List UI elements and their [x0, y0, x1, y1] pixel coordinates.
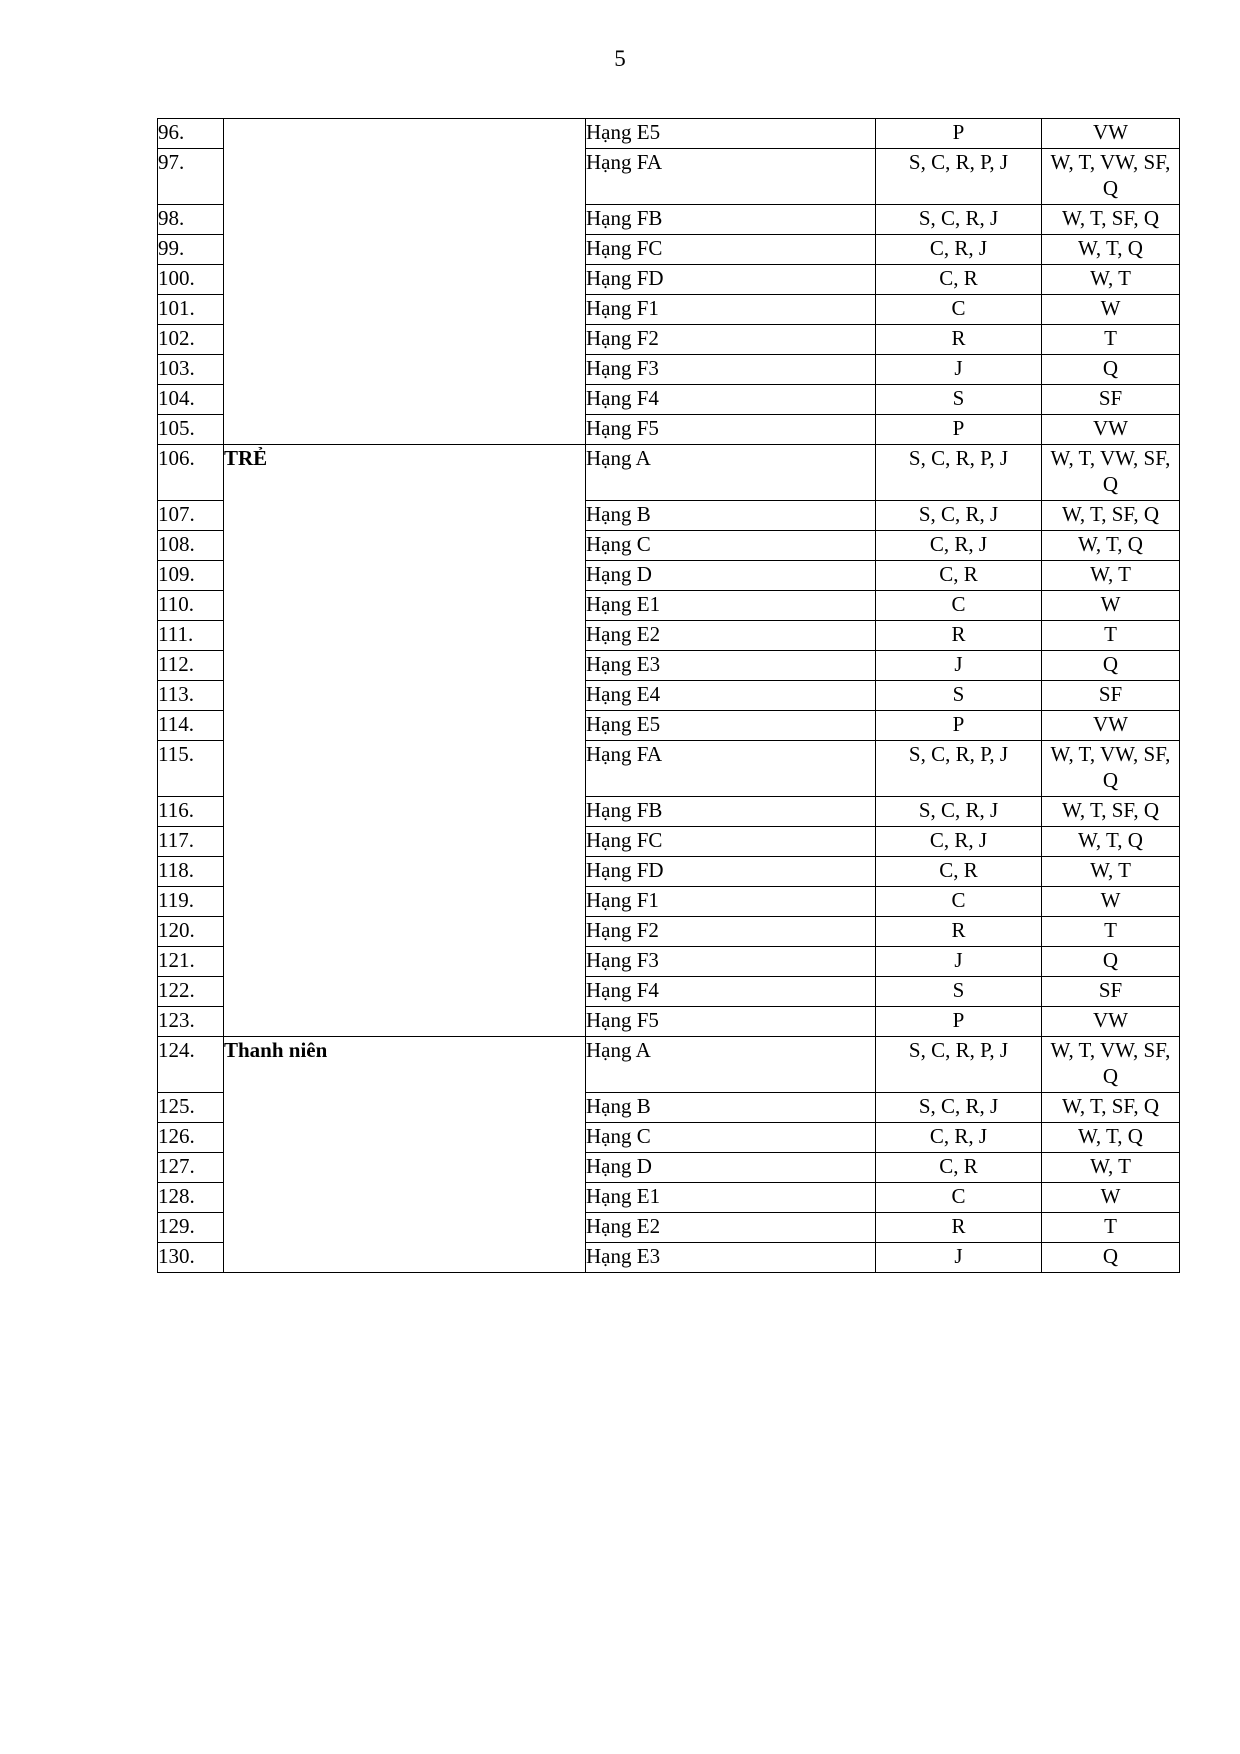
row-number: 100. — [158, 265, 224, 295]
row-number: 121. — [158, 947, 224, 977]
row-number: 107. — [158, 501, 224, 531]
rank-cell: Hạng F3 — [586, 947, 876, 977]
rank-cell: Hạng F1 — [586, 295, 876, 325]
result-cell: T — [1042, 917, 1180, 947]
result-cell: W — [1042, 295, 1180, 325]
row-number: 99. — [158, 235, 224, 265]
code-cell: R — [876, 621, 1042, 651]
rank-cell: Hạng D — [586, 1153, 876, 1183]
result-cell: VW — [1042, 1007, 1180, 1037]
rank-cell: Hạng FD — [586, 265, 876, 295]
group-label: Thanh niên — [224, 1037, 586, 1273]
result-cell: T — [1042, 1213, 1180, 1243]
rank-table — [157, 118, 1180, 1273]
row-number: 118. — [158, 857, 224, 887]
result-cell: T — [1042, 325, 1180, 355]
row-number: 103. — [158, 355, 224, 385]
row-number: 96. — [158, 119, 224, 149]
result-cell: SF — [1042, 681, 1180, 711]
result-cell: VW — [1042, 119, 1180, 149]
code-cell: S, C, R, P, J — [876, 741, 1042, 797]
result-cell: Q — [1042, 651, 1180, 681]
result-cell: W, T, VW, SF, Q — [1042, 445, 1180, 501]
rank-cell: Hạng FA — [586, 741, 876, 797]
row-number: 110. — [158, 591, 224, 621]
code-cell: S — [876, 385, 1042, 415]
code-cell: C, R, J — [876, 235, 1042, 265]
code-cell: S, C, R, P, J — [876, 1037, 1042, 1093]
table-row — [158, 119, 1180, 149]
result-cell: W, T — [1042, 561, 1180, 591]
result-cell: W, T, VW, SF, Q — [1042, 741, 1180, 797]
table-row — [158, 445, 1180, 501]
code-cell: S, C, R, J — [876, 797, 1042, 827]
row-number: 104. — [158, 385, 224, 415]
rank-cell: Hạng E5 — [586, 119, 876, 149]
result-cell: Q — [1042, 1243, 1180, 1273]
row-number: 105. — [158, 415, 224, 445]
result-cell: W, T, SF, Q — [1042, 501, 1180, 531]
row-number: 109. — [158, 561, 224, 591]
result-cell: T — [1042, 621, 1180, 651]
result-cell: W, T, Q — [1042, 1123, 1180, 1153]
code-cell: P — [876, 415, 1042, 445]
result-cell: W, T, Q — [1042, 235, 1180, 265]
row-number: 127. — [158, 1153, 224, 1183]
group-label: TRẺ — [224, 445, 586, 1037]
code-cell: J — [876, 355, 1042, 385]
result-cell: VW — [1042, 711, 1180, 741]
code-cell: S, C, R, J — [876, 1093, 1042, 1123]
row-number: 130. — [158, 1243, 224, 1273]
code-cell: R — [876, 917, 1042, 947]
code-cell: C, R, J — [876, 1123, 1042, 1153]
rank-cell: Hạng F4 — [586, 385, 876, 415]
code-cell: R — [876, 1213, 1042, 1243]
row-number: 112. — [158, 651, 224, 681]
row-number: 126. — [158, 1123, 224, 1153]
result-cell: W, T — [1042, 1153, 1180, 1183]
result-cell: Q — [1042, 355, 1180, 385]
result-cell: W — [1042, 591, 1180, 621]
row-number: 119. — [158, 887, 224, 917]
code-cell: J — [876, 947, 1042, 977]
rank-cell: Hạng E1 — [586, 591, 876, 621]
result-cell: W, T, VW, SF, Q — [1042, 1037, 1180, 1093]
code-cell: J — [876, 651, 1042, 681]
rank-cell: Hạng FB — [586, 205, 876, 235]
rank-cell: Hạng FC — [586, 235, 876, 265]
result-cell: W, T — [1042, 857, 1180, 887]
row-number: 120. — [158, 917, 224, 947]
result-cell: W, T, SF, Q — [1042, 797, 1180, 827]
rank-cell: Hạng E2 — [586, 621, 876, 651]
row-number: 128. — [158, 1183, 224, 1213]
rank-cell: Hạng F1 — [586, 887, 876, 917]
row-number: 125. — [158, 1093, 224, 1123]
row-number: 115. — [158, 741, 224, 797]
row-number: 116. — [158, 797, 224, 827]
rank-cell: Hạng E1 — [586, 1183, 876, 1213]
rank-cell: Hạng C — [586, 531, 876, 561]
result-cell: W — [1042, 887, 1180, 917]
row-number: 108. — [158, 531, 224, 561]
result-cell: W, T, Q — [1042, 531, 1180, 561]
rank-cell: Hạng FA — [586, 149, 876, 205]
rank-cell: Hạng FB — [586, 797, 876, 827]
code-cell: P — [876, 1007, 1042, 1037]
result-cell: SF — [1042, 385, 1180, 415]
rank-cell: Hạng F2 — [586, 325, 876, 355]
code-cell: C, R — [876, 561, 1042, 591]
table-body — [158, 119, 1180, 1273]
rank-cell: Hạng E3 — [586, 651, 876, 681]
row-number: 117. — [158, 827, 224, 857]
code-cell: R — [876, 325, 1042, 355]
code-cell: S — [876, 977, 1042, 1007]
code-cell: S, C, R, J — [876, 501, 1042, 531]
rank-cell: Hạng E2 — [586, 1213, 876, 1243]
rank-cell: Hạng F5 — [586, 1007, 876, 1037]
rank-cell: Hạng B — [586, 1093, 876, 1123]
code-cell: C, R, J — [876, 531, 1042, 561]
row-number: 113. — [158, 681, 224, 711]
result-cell: VW — [1042, 415, 1180, 445]
row-number: 106. — [158, 445, 224, 501]
row-number: 97. — [158, 149, 224, 205]
rank-cell: Hạng D — [586, 561, 876, 591]
result-cell: W, T, Q — [1042, 827, 1180, 857]
row-number: 122. — [158, 977, 224, 1007]
result-cell: W, T, SF, Q — [1042, 1093, 1180, 1123]
rank-cell: Hạng E3 — [586, 1243, 876, 1273]
code-cell: C — [876, 295, 1042, 325]
row-number: 111. — [158, 621, 224, 651]
rank-cell: Hạng A — [586, 445, 876, 501]
code-cell: S, C, R, P, J — [876, 445, 1042, 501]
code-cell: C, R — [876, 857, 1042, 887]
code-cell: C — [876, 887, 1042, 917]
code-cell: P — [876, 711, 1042, 741]
group-label — [224, 119, 586, 445]
row-number: 98. — [158, 205, 224, 235]
row-number: 101. — [158, 295, 224, 325]
code-cell: C — [876, 1183, 1042, 1213]
rank-cell: Hạng E4 — [586, 681, 876, 711]
code-cell: S, C, R, P, J — [876, 149, 1042, 205]
row-number: 114. — [158, 711, 224, 741]
row-number: 129. — [158, 1213, 224, 1243]
rank-cell: Hạng A — [586, 1037, 876, 1093]
row-number: 124. — [158, 1037, 224, 1093]
table-row — [158, 1037, 1180, 1093]
row-number: 102. — [158, 325, 224, 355]
code-cell: C, R — [876, 1153, 1042, 1183]
rank-cell: Hạng E5 — [586, 711, 876, 741]
result-cell: W, T — [1042, 265, 1180, 295]
result-cell: W, T, SF, Q — [1042, 205, 1180, 235]
code-cell: C — [876, 591, 1042, 621]
rank-cell: Hạng F3 — [586, 355, 876, 385]
result-cell: W, T, VW, SF, Q — [1042, 149, 1180, 205]
rank-cell: Hạng FD — [586, 857, 876, 887]
rank-cell: Hạng FC — [586, 827, 876, 857]
rank-cell: Hạng C — [586, 1123, 876, 1153]
row-number: 123. — [158, 1007, 224, 1037]
code-cell: J — [876, 1243, 1042, 1273]
code-cell: C, R, J — [876, 827, 1042, 857]
code-cell: S, C, R, J — [876, 205, 1042, 235]
code-cell: S — [876, 681, 1042, 711]
code-cell: P — [876, 119, 1042, 149]
result-cell: SF — [1042, 977, 1180, 1007]
rank-cell: Hạng F2 — [586, 917, 876, 947]
page-number: 5 — [614, 46, 626, 71]
rank-cell: Hạng F4 — [586, 977, 876, 1007]
result-cell: Q — [1042, 947, 1180, 977]
rank-cell: Hạng B — [586, 501, 876, 531]
result-cell: W — [1042, 1183, 1180, 1213]
code-cell: C, R — [876, 265, 1042, 295]
rank-cell: Hạng F5 — [586, 415, 876, 445]
